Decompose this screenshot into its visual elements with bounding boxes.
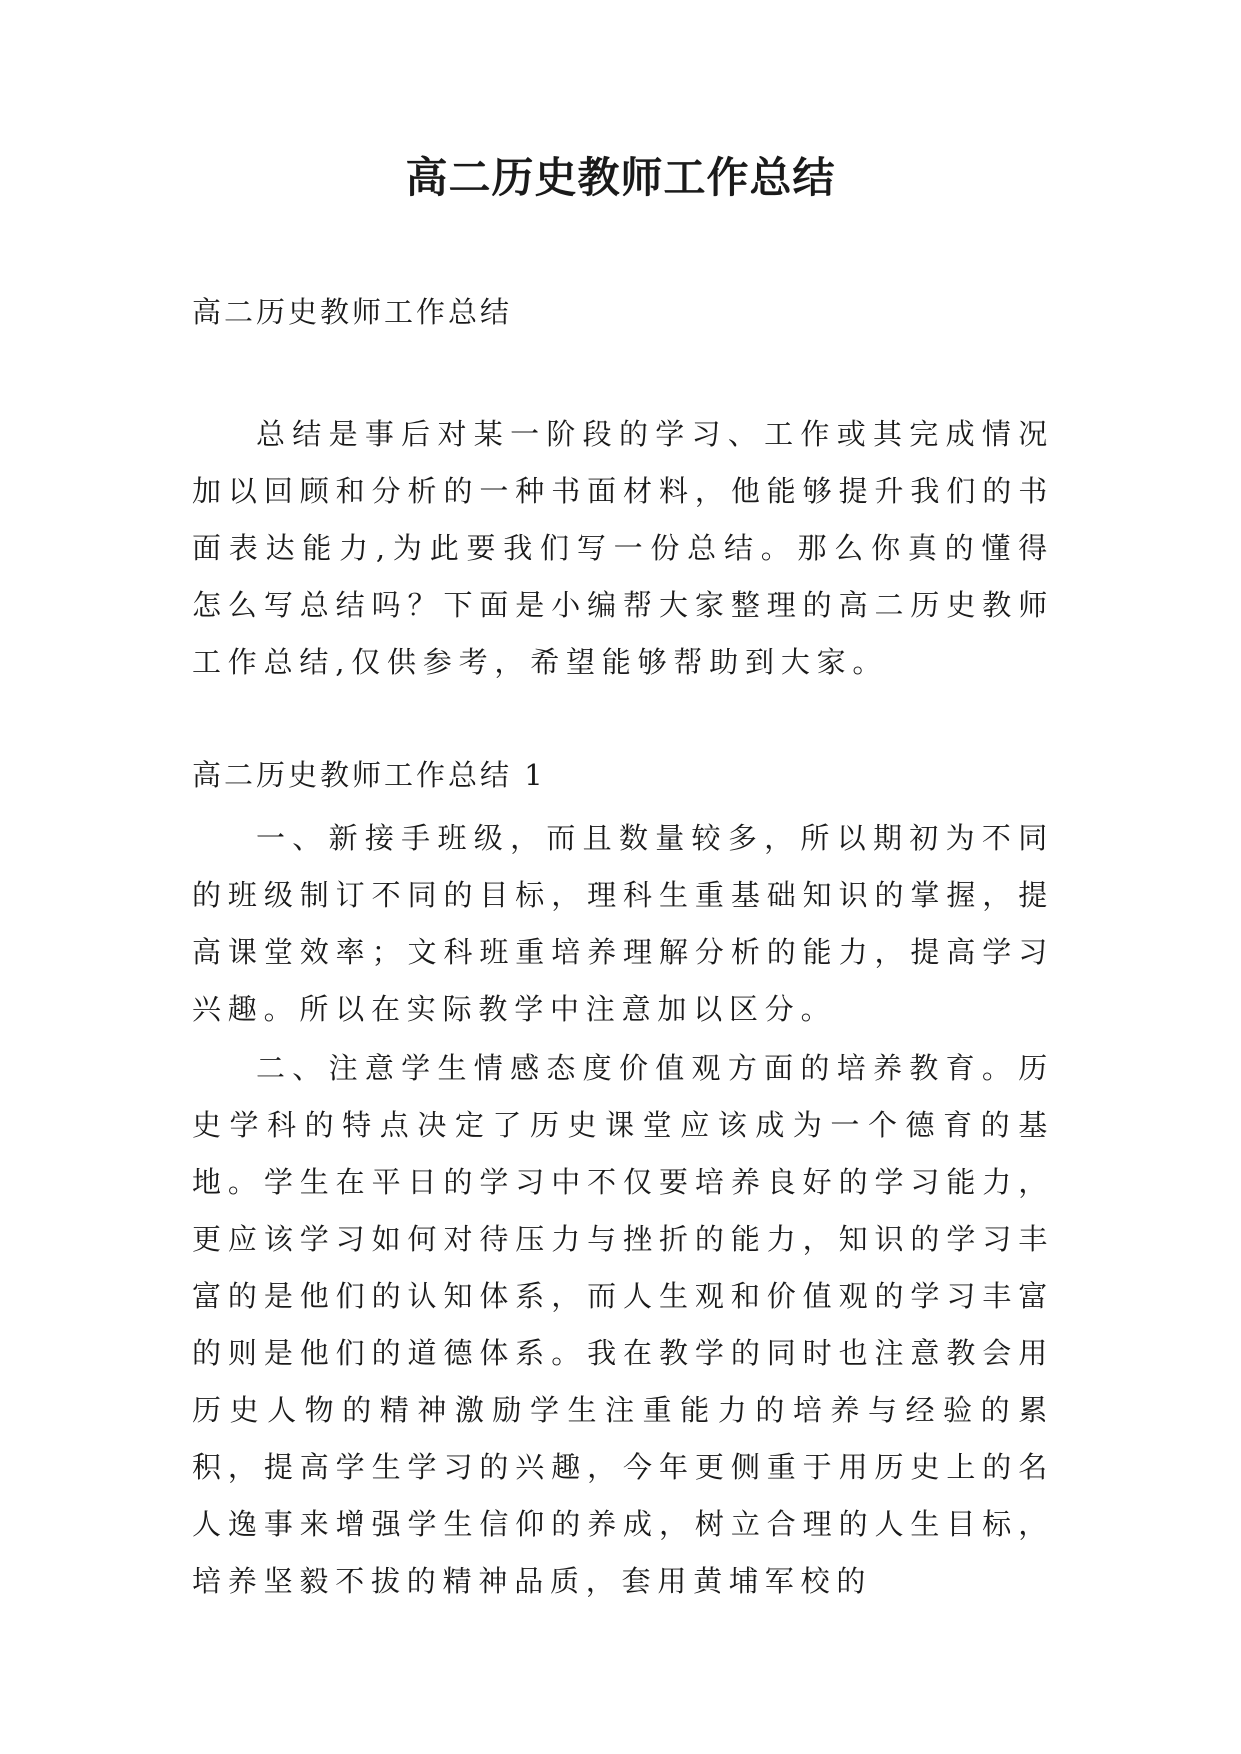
document-subtitle: 高二历史教师工作总结	[192, 295, 513, 329]
section-heading: 高二历史教师工作总结 1	[192, 758, 546, 792]
body-paragraph-2: 二、注意学生情感态度价值观方面的培养教育。历史学科的特点决定了历史课堂应该成为一个德育的基地。学生在平日的学习中不仅要培养良好的学习能力，更应该学习如何对待压力与挫折的能力，知识的学习丰富的是他们的认知体系，而人生观和价值观的学习丰富的则是他们的道德体系。我在教学的同时也注意教会用历史人物的精神激励学生注重能力的培养与经验的累积，提高学生学习的兴趣，今年更侧重于用历史上的名人逸事来增强学生信仰的养成，树立合理的人生目标，培养坚毅不拔的精神品质，套用黄埔军校的	[192, 1051, 1054, 1598]
document-title: 高二历史教师工作总结	[405, 153, 836, 202]
body-paragraph-1: 一、新接手班级，而且数量较多，所以期初为不同的班级制订不同的目标，理科生重基础知识的掌握，提高课堂效率；文科班重培养理解分析的能力，提高学习兴趣。所以在实际教学中注意加以区分。	[192, 821, 1054, 1026]
intro-paragraph: 总结是事后对某一阶段的学习、工作或其完成情况加以回顾和分析的一种书面材料，他能够提升我们的书面表达能力,为此要我们写一份总结。那么你真的懂得怎么写总结吗？下面是小编帮大家整理的高二历史教师工作总结,仅供参考，希望能够帮助到大家。	[192, 417, 1054, 679]
